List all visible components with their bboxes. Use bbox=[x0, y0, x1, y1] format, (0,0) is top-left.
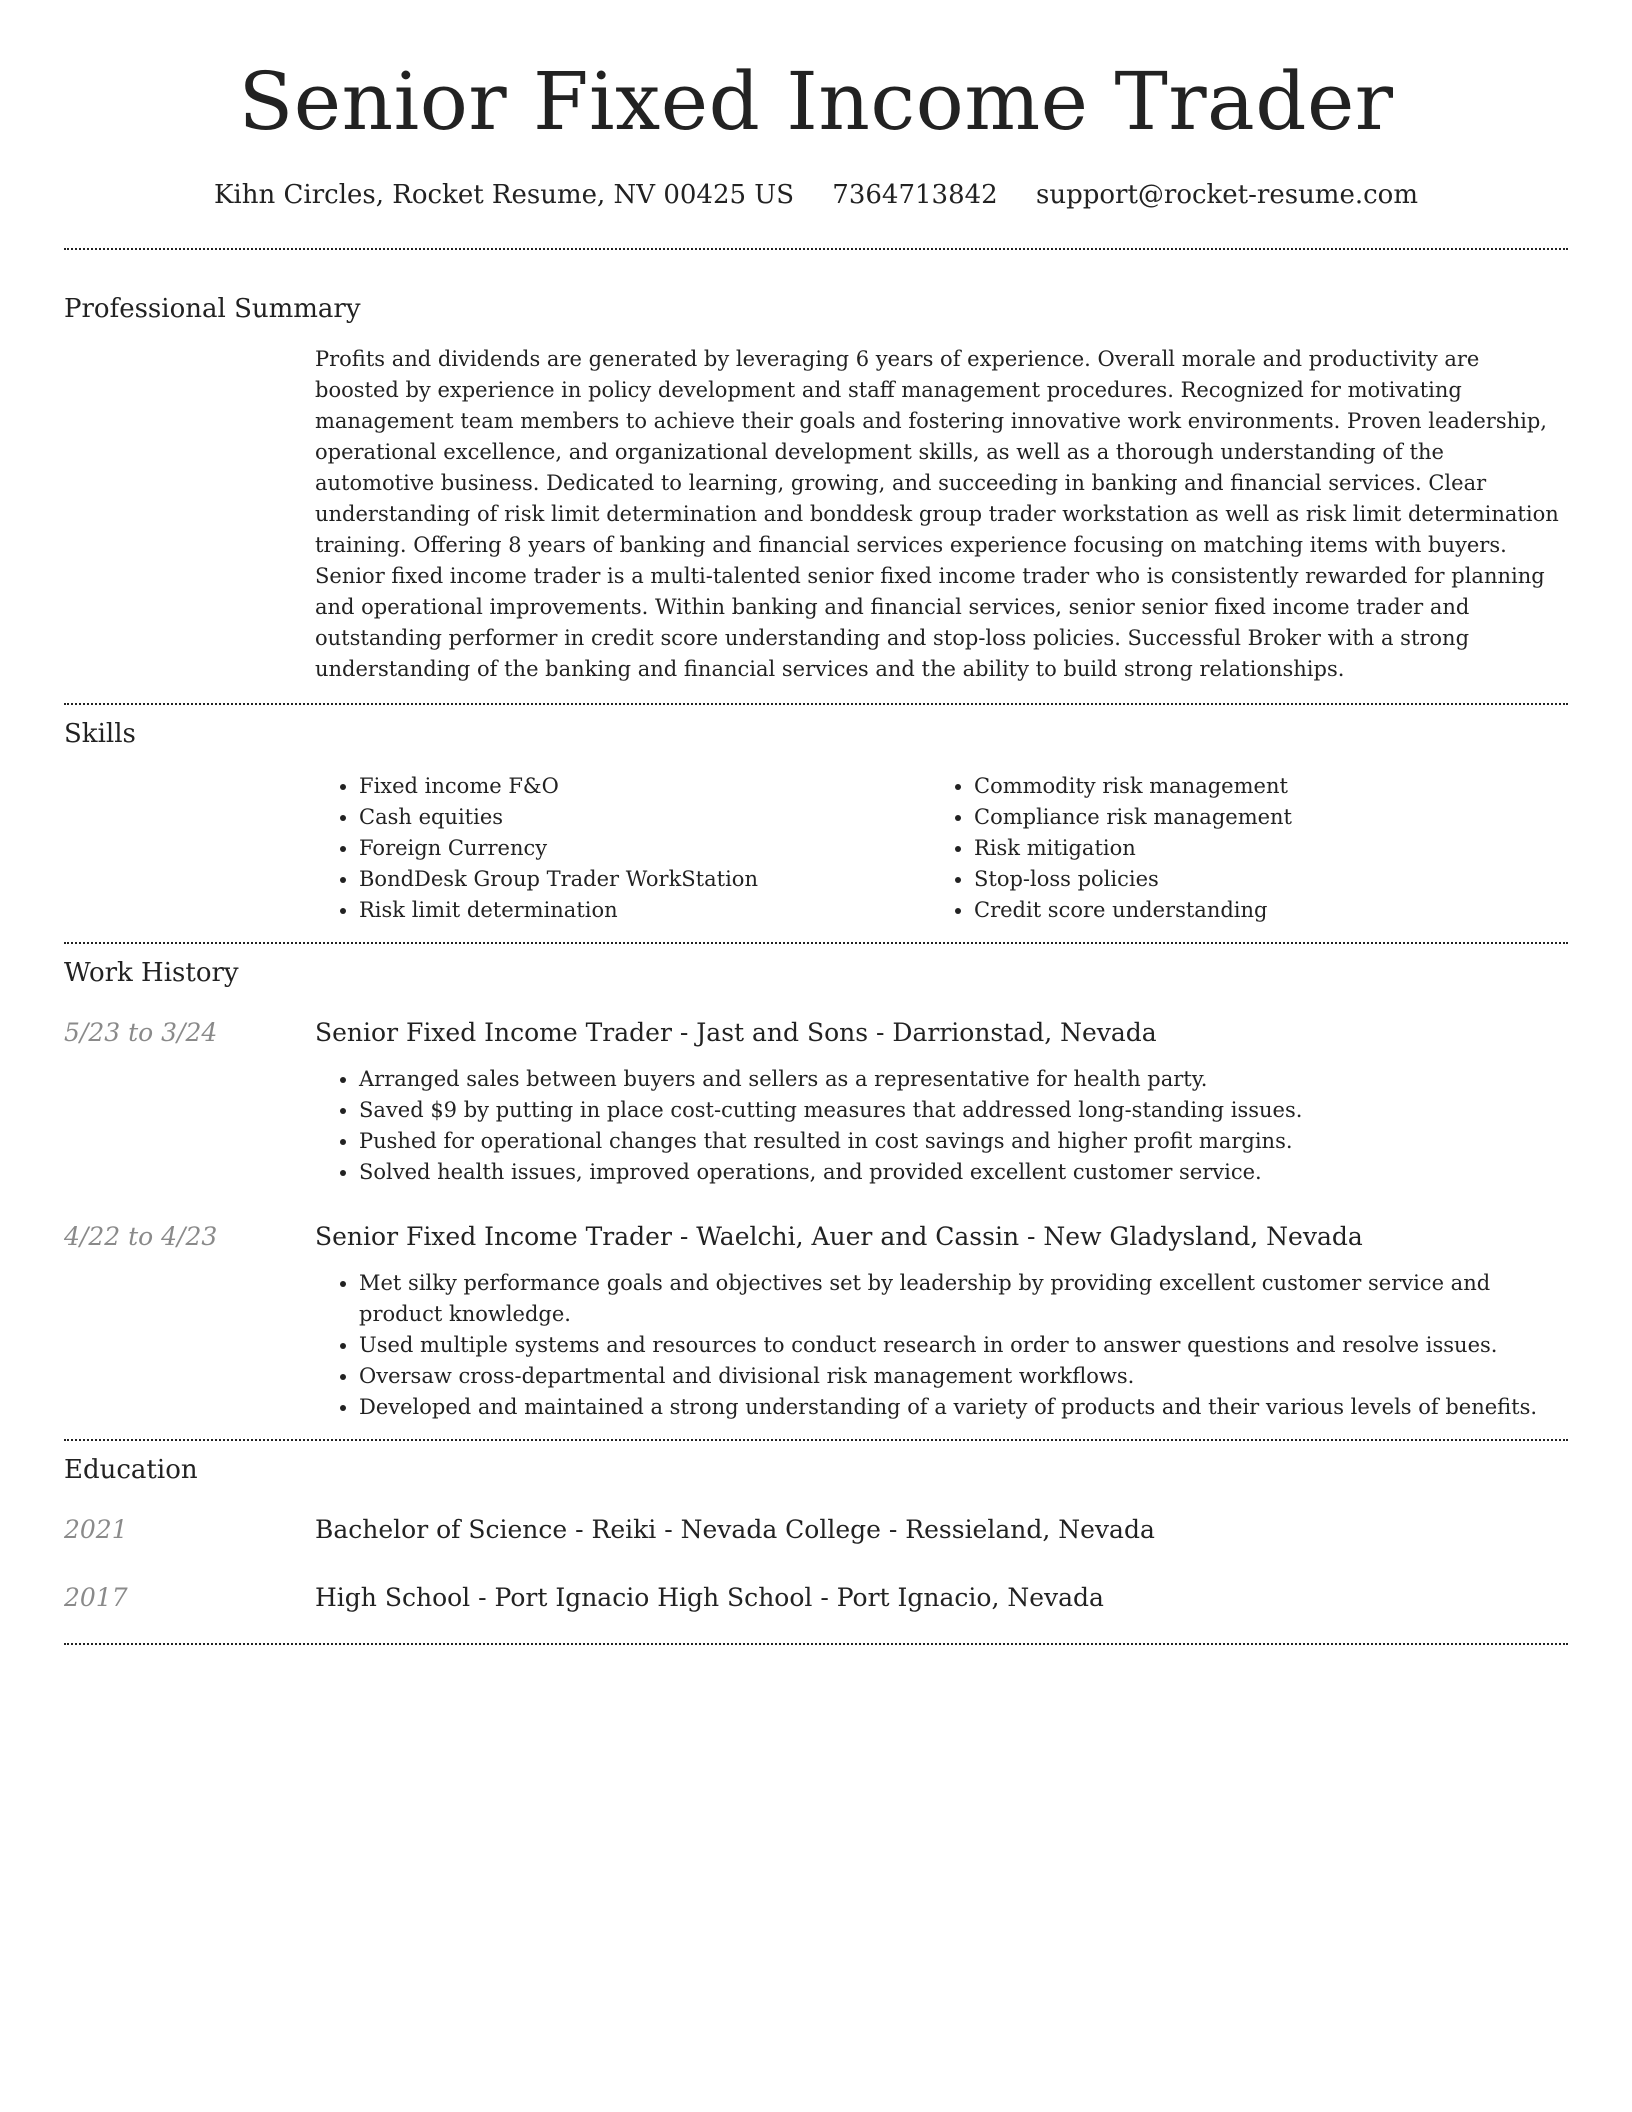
job-dates: 5/23 to 3/24 bbox=[64, 1018, 218, 1047]
resume-title: Senior Fixed Income Trader bbox=[238, 55, 1394, 148]
job-employer-location: - Jast and Sons - Darrionstad, Nevada bbox=[671, 1018, 1157, 1047]
education-year: 2017 bbox=[64, 1583, 128, 1612]
job-body bbox=[315, 1016, 1568, 1188]
job-employer-location: - Waelchi, Auer and Cassin - New Gladysland, Nevada bbox=[671, 1222, 1363, 1251]
skill-item: • Compliance risk management bbox=[974, 802, 1545, 833]
job-bullets bbox=[315, 1268, 1568, 1423]
skill-item: • Stop-loss policies bbox=[974, 864, 1545, 895]
work-history-heading: Work History bbox=[64, 958, 239, 988]
job-dates: 4/22 to 4/23 bbox=[64, 1222, 218, 1251]
job-bullet: • Arranged sales between buyers and sellers as a representative for health party. bbox=[359, 1064, 1568, 1095]
section-divider bbox=[64, 703, 1568, 705]
skill-item: • Risk limit determination bbox=[359, 895, 930, 926]
education-school-location: - Reiki - Nevada College - Ressieland, Nevada bbox=[567, 1515, 1155, 1544]
education-degree: High School bbox=[315, 1583, 471, 1612]
skills-column-right bbox=[930, 771, 1545, 926]
job-heading bbox=[315, 1016, 1568, 1050]
skills-heading: Skills bbox=[64, 719, 136, 749]
education-heading-line bbox=[315, 1513, 1155, 1547]
skills-list bbox=[315, 771, 1568, 926]
skill-item: • Foreign Currency bbox=[359, 833, 930, 864]
skill-item: • Commodity risk management bbox=[974, 771, 1545, 802]
spacer bbox=[64, 1423, 1568, 1439]
summary-text: Profits and dividends are generated by leveraging 6 years of experience. Overall morale and productivity are boosted by experience in policy development and staff management procedures. Recognized for motivating management team members to achieve their goals and fostering innovative work environments. Proven leadership, operational excellence, and organizational development skills, as well as a thorough understanding of the automotive business. Dedicated to learning, growing, and succeeding in banking and financial services. Clear understanding of risk limit determination and bonddesk group trader workstation as well as risk limit determination training. Offering 8 years of banking and financial services experience focusing on matching items with buyers. Senior fixed income trader is a multi-talented senior fixed income trader who is consistently rewarded for planning and operational improvements. Within banking and financial services, senior senior fixed income trader and outstanding performer in credit score understanding and stop-loss policies. Successful Broker with a strong understanding of the banking and financial services and the ability to build strong relationships. bbox=[315, 347, 1559, 681]
skill-item: • Credit score understanding bbox=[974, 895, 1545, 926]
job-bullet: • Pushed for operational changes that resulted in cost savings and higher profit margins. bbox=[359, 1126, 1568, 1157]
job-bullet: • Saved $9 by putting in place cost-cutting measures that addressed long-standing issues. bbox=[359, 1095, 1568, 1126]
contact-address: Kihn Circles, Rocket Resume, NV 00425 US bbox=[214, 180, 795, 210]
section-divider bbox=[64, 248, 1568, 250]
job-bullet: • Solved health issues, improved operations, and provided excellent customer service. bbox=[359, 1157, 1568, 1188]
skill-item: • Fixed income F&O bbox=[359, 771, 930, 802]
job-bullet: • Developed and maintained a strong understanding of a variety of products and their various levels of benefits. bbox=[359, 1392, 1568, 1423]
skill-item: • BondDesk Group Trader WorkStation bbox=[359, 864, 930, 895]
skills-column-left bbox=[315, 771, 930, 926]
education-heading-line bbox=[315, 1581, 1104, 1615]
job-role: Senior Fixed Income Trader bbox=[315, 1222, 672, 1251]
job-entry bbox=[64, 1016, 1568, 1188]
section-divider bbox=[64, 942, 1568, 944]
job-entry bbox=[64, 1220, 1568, 1423]
job-bullet: • Used multiple systems and resources to conduct research in order to answer questions and resolve issues. bbox=[359, 1330, 1568, 1361]
skill-item: • Risk mitigation bbox=[974, 833, 1545, 864]
education-entry bbox=[64, 1513, 1568, 1547]
spacer bbox=[64, 1188, 1568, 1220]
spacer bbox=[64, 1615, 1568, 1643]
section-divider bbox=[64, 1643, 1568, 1645]
skill-item: • Cash equities bbox=[359, 802, 930, 833]
education-school-location: - Port Ignacio High School - Port Ignacio, Nevada bbox=[470, 1583, 1104, 1612]
education-year: 2021 bbox=[64, 1515, 128, 1544]
section-divider bbox=[64, 1439, 1568, 1441]
job-heading bbox=[315, 1220, 1568, 1254]
job-body bbox=[315, 1220, 1568, 1423]
education-entry bbox=[64, 1581, 1568, 1615]
contact-line bbox=[64, 178, 1568, 212]
job-bullet: • Oversaw cross-departmental and divisional risk management workflows. bbox=[359, 1361, 1568, 1392]
job-bullets bbox=[315, 1064, 1568, 1188]
contact-email: support@rocket-resume.com bbox=[1035, 180, 1418, 210]
job-bullet: • Met silky performance goals and objectives set by leadership by providing excellent customer service and product knowledge. bbox=[359, 1268, 1568, 1330]
contact-phone: 7364713842 bbox=[832, 180, 998, 210]
education-degree: Bachelor of Science bbox=[315, 1515, 568, 1544]
summary-heading: Professional Summary bbox=[64, 294, 361, 324]
education-heading: Education bbox=[64, 1455, 198, 1485]
job-role: Senior Fixed Income Trader bbox=[315, 1018, 672, 1047]
